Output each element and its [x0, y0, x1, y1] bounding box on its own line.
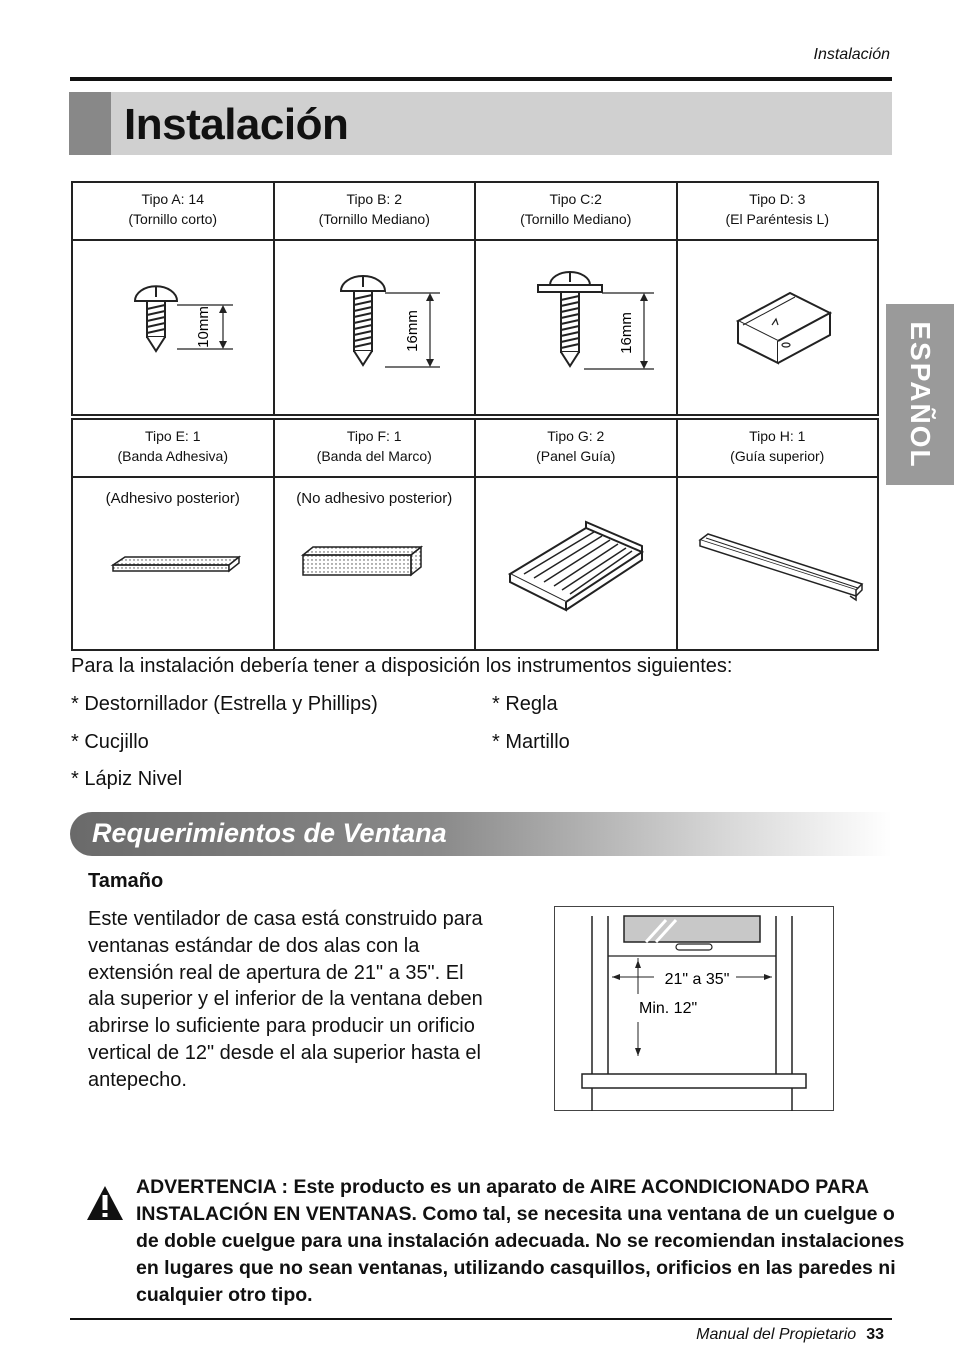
width-label: 21" a 35" — [664, 971, 730, 988]
part-header-h: Tipo H: 1 (Guía superior) — [677, 419, 879, 477]
running-header: Instalación — [813, 46, 890, 63]
dimension-label: 16mm — [403, 310, 421, 352]
height-label: Min. 12" — [639, 1000, 698, 1017]
window-figure — [554, 906, 834, 1111]
part-note: (No adhesivo posterior) — [296, 490, 453, 507]
tool-item: * Martillo — [492, 731, 570, 753]
frame-band-cell — [274, 477, 476, 650]
footer-rule — [70, 1318, 892, 1320]
header-rule — [70, 77, 892, 81]
medium-screw-icon — [275, 241, 475, 411]
l-bracket-icon — [678, 241, 878, 411]
tool-item: * Destornillador (Estrella y Phillips) — [71, 693, 378, 715]
short-screw-icon — [73, 241, 273, 411]
tool-item: * Lápiz Nivel — [71, 768, 183, 790]
adhesive-band-icon — [73, 507, 273, 607]
dimension-label: 16mm — [618, 312, 635, 354]
warning-icon — [85, 1184, 125, 1227]
medium-screw-b-cell — [274, 240, 476, 415]
footer-manual: Manual del Propietario — [696, 1326, 857, 1343]
warning-text: ADVERTENCIA : Este producto es un aparato de AIRE ACONDICIONADO PARA INSTALACIÓN EN VENTANAS. Como tal, se necesita una ventana de un cuelgue o de doble cuelgue para una instalación adecuada. No se recomiendan instalaciones en lugares que no sean ventanas, utilizando casquillos, orificios en las paredes ni cualquier otro tipo. — [136, 1176, 905, 1306]
adhesive-band-cell — [72, 477, 274, 650]
parts-table — [71, 181, 879, 651]
tool-item: * Cucjillo — [71, 731, 149, 753]
window-diagram — [554, 906, 834, 1111]
dimension-label: 10mm — [195, 306, 212, 348]
language-tab-label: ESPAÑOL — [905, 320, 936, 469]
part-header-c: Tipo C:2 (Tornillo Mediano) — [475, 182, 677, 240]
short-screw-cell — [72, 240, 274, 415]
section-title: Requerimientos de Ventana — [92, 818, 447, 848]
part-header-g: Tipo G: 2 (Panel Guía) — [475, 419, 677, 477]
guide-panel-icon — [476, 478, 676, 646]
medium-screw-c-cell — [475, 240, 677, 415]
part-header-f: Tipo F: 1 (Banda del Marco) — [274, 419, 476, 477]
frame-band-icon — [275, 507, 475, 607]
size-heading: Tamaño — [88, 870, 164, 892]
title-block — [69, 92, 111, 155]
size-body: Este ventilador de casa está construido para ventanas estándar de dos alas con la extensión real de apertura de 21" a 35". El ala superior y el inferior de la ventana deben abrirse lo suficiente para producir un orificio vertical de 12" desde el ala superior hasta el antepecho. — [88, 908, 483, 1091]
part-header-a: Tipo A: 14 (Tornillo corto) — [72, 182, 274, 240]
tools-intro: Para la instalación debería tener a disposición los instrumentos siguientes: — [71, 655, 733, 677]
page-number: 33 — [866, 1326, 884, 1343]
part-note: (Adhesivo posterior) — [105, 490, 240, 507]
part-header-e: Tipo E: 1 (Banda Adhesiva) — [72, 419, 274, 477]
guide-panel-cell — [475, 477, 677, 650]
top-guide-cell — [677, 477, 879, 650]
page-title: Instalación — [124, 100, 349, 149]
l-bracket-cell — [677, 240, 879, 415]
language-tab — [886, 304, 954, 485]
part-header-b: Tipo B: 2 (Tornillo Mediano) — [274, 182, 476, 240]
top-guide-icon — [678, 478, 878, 646]
part-header-d: Tipo D: 3 (El Paréntesis L) — [677, 182, 879, 240]
washer-screw-icon — [476, 241, 676, 411]
footer — [696, 1326, 884, 1344]
tool-item: * Regla — [492, 693, 558, 715]
